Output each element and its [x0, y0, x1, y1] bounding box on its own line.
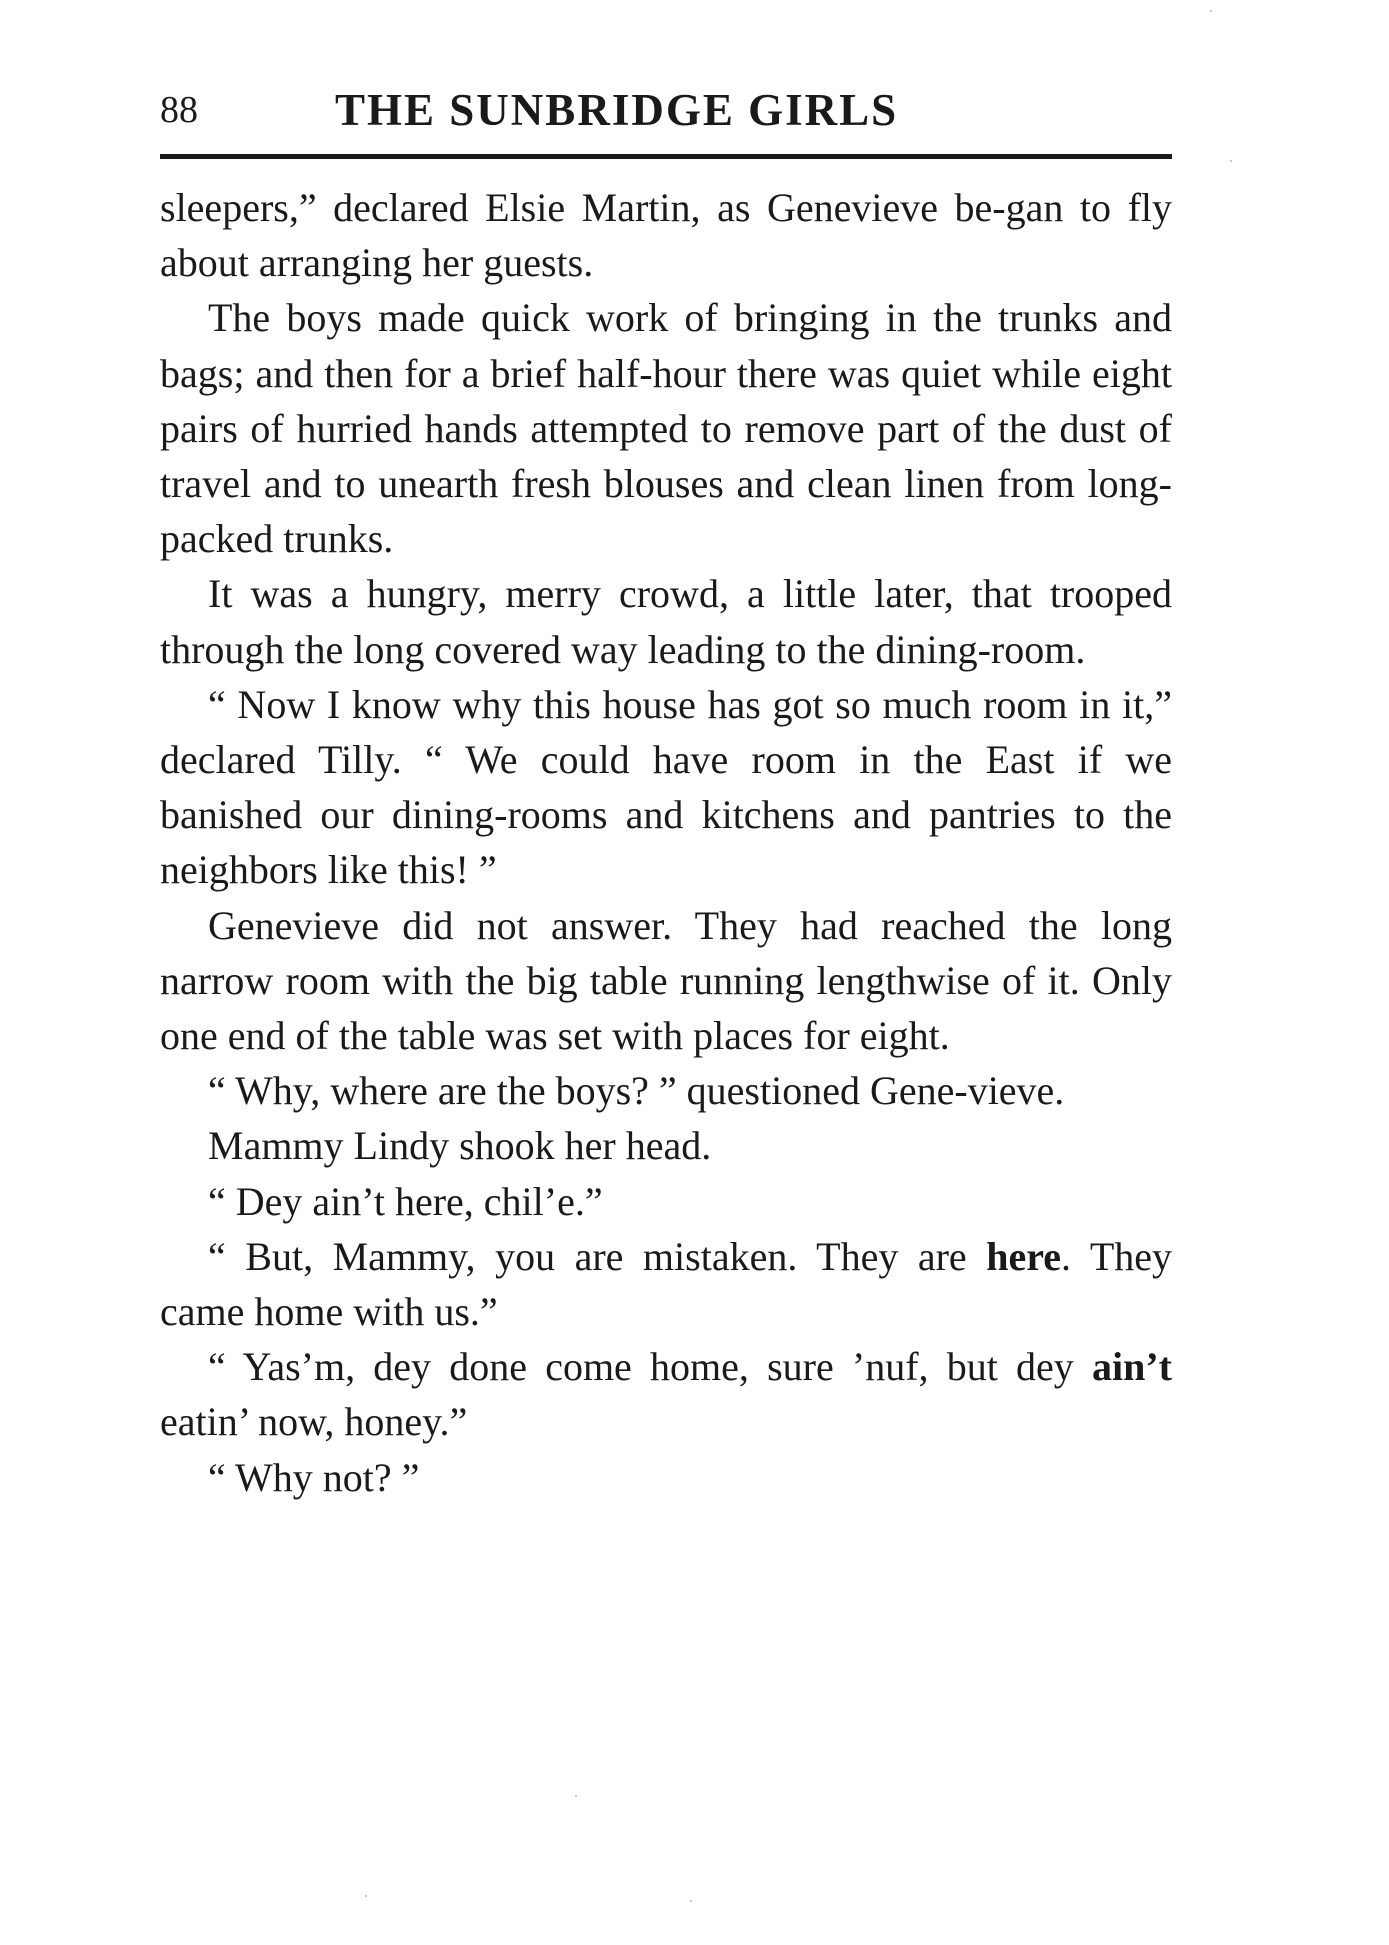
- paper-speck: [575, 1795, 577, 1797]
- paragraph-text: eatin’ now, honey.”: [160, 1399, 468, 1445]
- paragraph: “ Why, where are the boys? ” questioned Gene-vieve.: [208, 1068, 1065, 1114]
- paragraph: “ Dey ain’t here, chil’e.”: [208, 1178, 603, 1224]
- paragraph: “ Now I know why this house has got so much room in it,” declared Tilly. “ We could have room in the East if we banished our dining-rooms and kitchens and pantries to the neighbors like this! ”: [160, 681, 1172, 893]
- page-header: [160, 80, 1172, 140]
- paragraph: [160, 1339, 1172, 1449]
- paper-speck: [1230, 160, 1232, 162]
- paragraph: “ Why not? ”: [208, 1454, 420, 1500]
- paragraph: sleepers,” declared Elsie Martin, as Genevieve be-gan to fly about arranging her guests.: [160, 185, 1172, 286]
- paragraph: The boys made quick work of bringing in the trunks and bags; and then for a brief half-hour there was quiet while eight pairs of hurried hands attempted to remove part of the dust of travel and to unearth fresh blouses and clean linen from long-packed trunks.: [160, 295, 1172, 562]
- paragraph-text: “ Yas’m, dey done come home, sure ’nuf, but dey: [208, 1344, 1074, 1390]
- emphasis-text: ain’t: [1092, 1344, 1172, 1390]
- paragraph: Genevieve did not answer. They had reached the long narrow room with the big table running lengthwise of it. Only one end of the table was set with places for eight.: [160, 902, 1172, 1059]
- paragraph-text: “ But, Mammy, you are mistaken. They are: [208, 1233, 967, 1279]
- paragraph: [160, 1229, 1172, 1339]
- paragraph: It was a hungry, merry crowd, a little later, that trooped through the long covered way leading to the dining-room.: [160, 571, 1172, 672]
- paper-speck: [1210, 10, 1212, 12]
- body-text: [160, 180, 1172, 1505]
- running-head: THE SUNBRIDGE GIRLS: [335, 85, 899, 135]
- page-number: 88: [160, 89, 198, 131]
- header-rule: [160, 154, 1172, 159]
- paragraph-text: . They came home with us.”: [160, 1233, 1173, 1335]
- paragraph: Mammy Lindy shook her head.: [208, 1123, 712, 1169]
- paper-speck: [690, 1900, 692, 1902]
- paper-speck: [365, 1895, 367, 1897]
- emphasis-text: here: [986, 1233, 1062, 1279]
